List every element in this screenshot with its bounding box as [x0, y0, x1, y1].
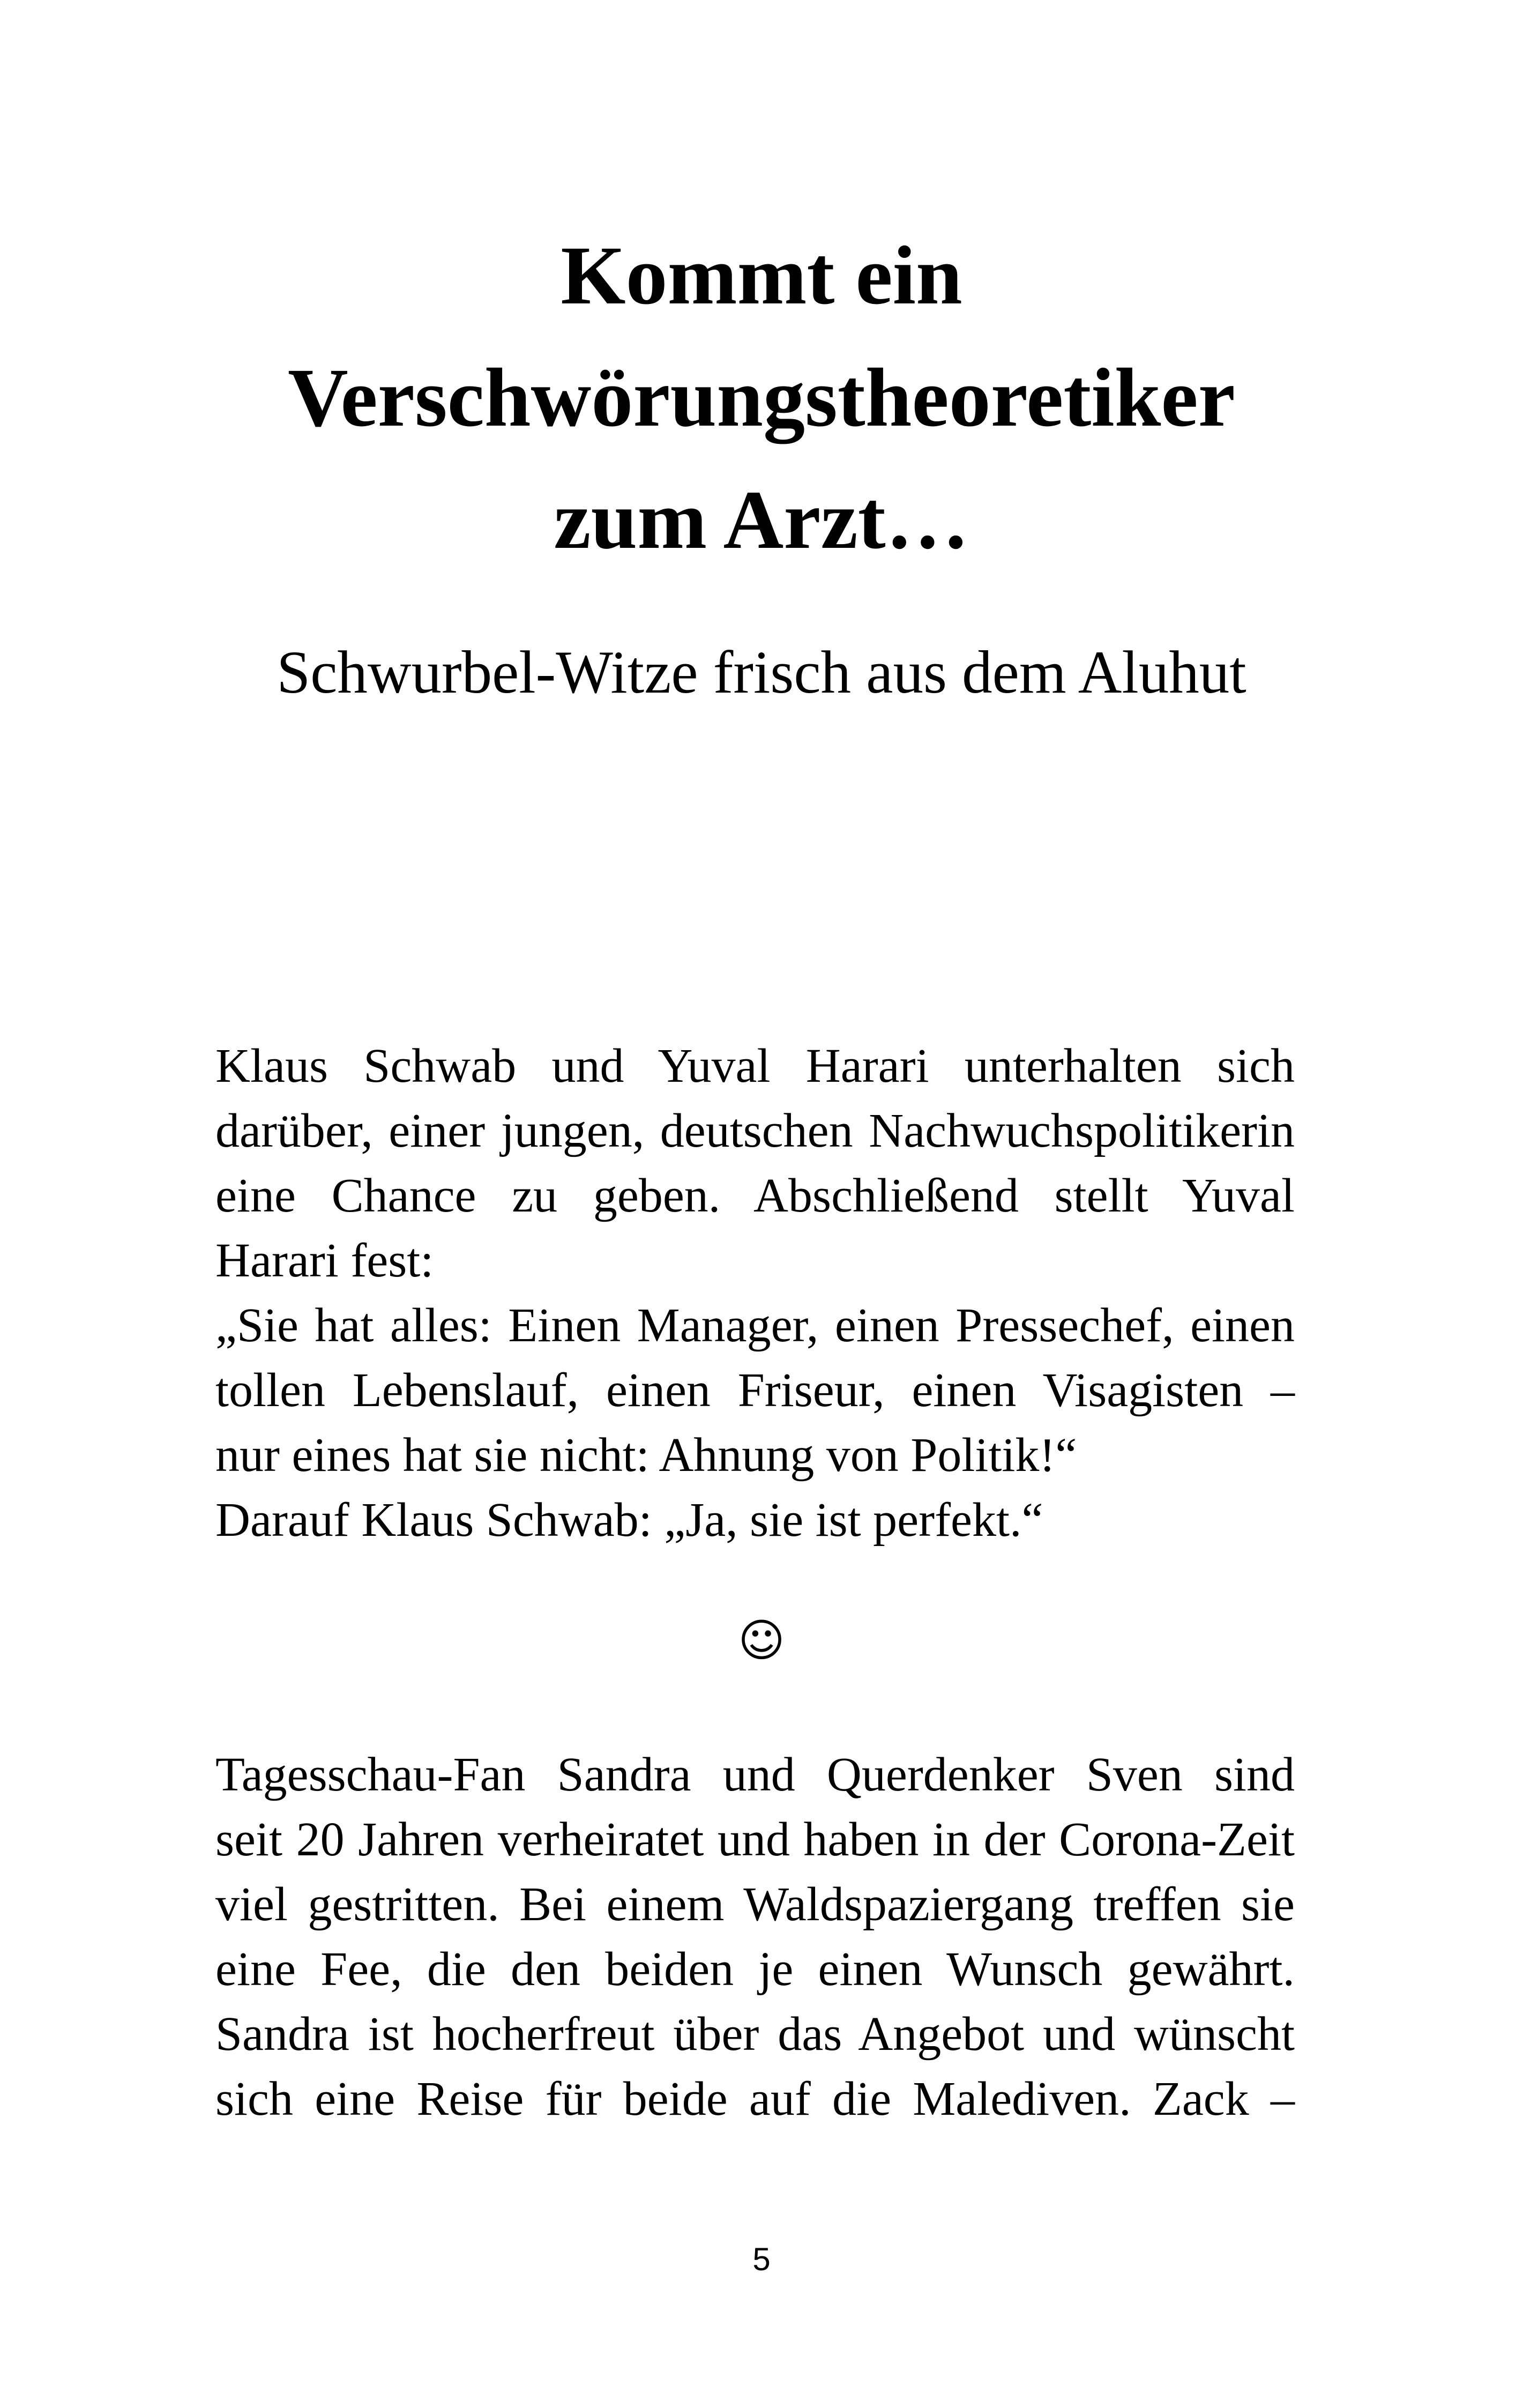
text-line: seit 20 Jahren verheiratet und haben in der Corona-Zeit [215, 1813, 1295, 1866]
text-line: „Sie hat alles: Einen Manager, einen Pressechef, einen [215, 1299, 1295, 1352]
text-line: viel gestritten. Bei einem Waldspaziergang treffen sie [215, 1878, 1295, 1931]
text-line: Klaus Schwab und Yuval Harari unterhalten sich [215, 1039, 1295, 1092]
text-line: eine Fee, die den beiden je einen Wunsch gewährt. [215, 1943, 1295, 1996]
text-line: Harari fest: [215, 1234, 434, 1287]
joke-paragraph-1 [215, 1034, 1295, 1552]
text-line: sich eine Reise für beide auf die Malediven. Zack – [215, 2072, 1295, 2125]
text-line: tollen Lebenslauf, einen Friseur, einen Visagisten – [215, 1364, 1295, 1417]
title-line-2: Verschwörungstheoretiker [288, 351, 1235, 444]
title-line-3: zum Arzt… [554, 473, 969, 566]
text-line: Tagesschau-Fan Sandra und Querdenker Sven sind [215, 1748, 1295, 1801]
smiley-separator-icon: ☺ [738, 1614, 785, 1667]
page-subtitle: Schwurbel-Witze frisch aus dem Aluhut [277, 639, 1246, 706]
text-line: nur eines hat sie nicht: Ahnung von Politik!“ [215, 1429, 1077, 1482]
page-title [0, 214, 1523, 581]
text-line: Darauf Klaus Schwab: „Ja, sie ist perfekt.“ [215, 1493, 1043, 1547]
text-line: eine Chance zu geben. Abschließend stellt Yuval [215, 1169, 1295, 1222]
title-line-1: Kommt ein [561, 229, 962, 322]
text-line: Sandra ist hocherfreut über das Angebot und wünscht [215, 2008, 1295, 2061]
joke-paragraph-2 [215, 1742, 1295, 2131]
text-line: darüber, einer jungen, deutschen Nachwuchspolitikerin [215, 1104, 1295, 1157]
page-number: 5 [752, 2241, 771, 2277]
